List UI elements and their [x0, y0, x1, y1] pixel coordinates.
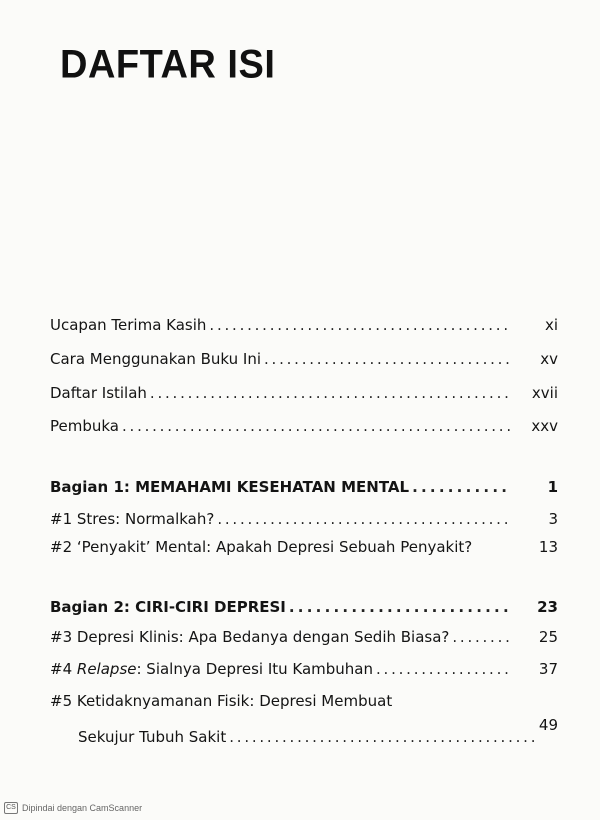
toc-entry	[78, 728, 558, 752]
dot-leader	[209, 316, 511, 334]
toc-entry-label: Ucapan Terima Kasih	[50, 316, 207, 334]
toc-entry-label: Bagian 2: CIRI-CIRI DEPRESI	[50, 598, 286, 616]
camscanner-icon: CS	[4, 802, 18, 814]
toc-entry-page: 23	[537, 598, 558, 616]
dot-leader	[229, 728, 539, 746]
toc-entry	[50, 384, 558, 408]
toc-entry	[50, 417, 558, 441]
toc-entry-page: 13	[538, 538, 558, 556]
toc-entry	[50, 316, 558, 340]
toc-entry-page: xi	[544, 316, 558, 334]
toc-entry-page: 37	[538, 660, 558, 678]
toc-entry-label: #5 Ketidaknyamanan Fisik: Depresi Membuat	[50, 692, 393, 710]
toc-entry-page: xvii	[531, 384, 558, 402]
toc-entry-label: #1 Stres: Normalkah?	[50, 510, 215, 528]
toc-entry-page: 3	[548, 510, 558, 528]
toc-entry	[50, 692, 558, 716]
toc-entry-label: Bagian 1: MEMAHAMI KESEHATAN MENTAL	[50, 478, 410, 496]
toc-section-heading	[50, 598, 558, 622]
page-title: DAFTAR ISI	[60, 42, 276, 88]
toc-section-heading	[50, 478, 558, 502]
toc-entry-page: 25	[538, 628, 558, 646]
toc-entry	[50, 350, 558, 374]
toc-entry-page: 1	[547, 478, 558, 496]
dot-leader	[452, 628, 511, 646]
toc-entry-label: #2 ‘Penyakit’ Mental: Apakah Depresi Sebuah Penyakit?	[50, 538, 473, 556]
bleed-through	[20, 10, 580, 25]
toc-entry-page: xv	[540, 350, 558, 368]
toc-entry-page: xxv	[531, 417, 558, 435]
dot-leader	[289, 598, 511, 616]
toc-entry	[50, 660, 558, 684]
toc-entry-label: Cara Menggunakan Buku Ini	[50, 350, 262, 368]
toc-entry-label	[50, 660, 373, 678]
toc-entry-label: Daftar Istilah	[50, 384, 147, 402]
toc-entry-page: 49	[538, 716, 558, 734]
toc-entry-rest: : Sialnya Depresi Itu Kambuhan	[136, 660, 374, 678]
toc-entry-prefix: #4	[50, 660, 73, 678]
dot-leader	[376, 660, 511, 678]
dot-leader	[412, 478, 511, 496]
scanner-watermark	[4, 802, 142, 814]
toc-entry-italic: Relapse	[76, 660, 137, 678]
toc-entry-label: Pembuka	[50, 417, 119, 435]
dot-leader	[122, 417, 511, 435]
toc-entry	[50, 510, 558, 534]
toc-entry-label: #3 Depresi Klinis: Apa Bedanya dengan Sedih Biasa?	[50, 628, 450, 646]
watermark-text: Dipindai dengan CamScanner	[22, 803, 143, 813]
toc-entry	[50, 538, 558, 562]
toc-entry-label: Sekujur Tubuh Sakit	[78, 728, 227, 746]
dot-leader	[217, 510, 511, 528]
toc-entry	[50, 628, 558, 652]
dot-leader	[150, 384, 511, 402]
dot-leader	[264, 350, 511, 368]
